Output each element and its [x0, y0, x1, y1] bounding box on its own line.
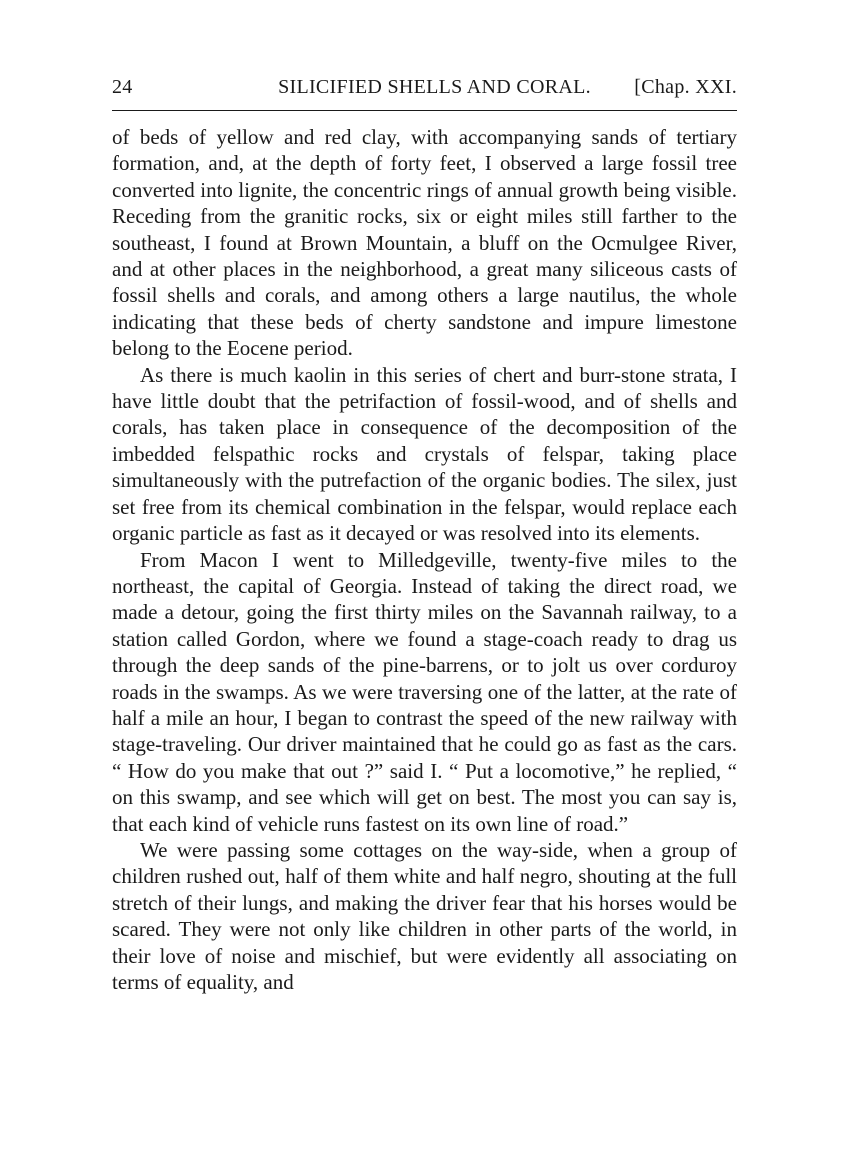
paragraph: From Macon I went to Milledgeville, twenty-five miles to the northeast, the capital of Georgia. Instead of taking the direct road, we made a detour, going the first thirty miles on the Savannah railway, to a station called Gordon, where we found a stage-coach ready to drag us through the deep sands of the pine-barrens, or to jolt us over corduroy roads in the swamps. As we were traversing one of the latter, at the rate of half a mile an hour, I began to contrast the speed of the new railway with stage-traveling. Our driver maintained that he could go as fast as the cars. “ How do you make that out ?” said I. “ Put a locomotive,” he replied, “ on this swamp, and see which will get on best. The most you can say is, that each kind of vehicle runs fastest on its own line of road.”	[112, 547, 737, 836]
body-text	[112, 124, 737, 995]
chapter-reference: [Chap. XXI.	[634, 76, 737, 98]
paragraph: As there is much kaolin in this series of chert and burr-stone strata, I have little doubt that the petrifaction of fossil-wood, and of shells and corals, has taken place in consequence of the decomposition of the imbedded felspathic rocks and crystals of felspar, taking place simultaneously with the putrefaction of the organic bodies. The silex, just set free from its chemical combination in the felspar, would replace each organic particle as fast as it decayed or was resolved into its elements.	[112, 362, 737, 546]
running-head	[112, 72, 737, 102]
paragraph: We were passing some cottages on the way-side, when a group of children rushed out, half of them white and half negro, shouting at the full stretch of their lungs, and making the driver fear that his horses would be scared. They were not only like children in other parts of the world, in their love of noise and mischief, but were evidently all associating on terms of equality, and	[112, 837, 737, 994]
paragraph-continued: of beds of yellow and red clay, with accompanying sands of tertiary formation, and, at the depth of forty feet, I observed a large fossil tree converted into lignite, the concentric rings of annual growth being visible. Receding from the granitic rocks, six or eight miles still farther to the southeast, I found at Brown Mountain, a bluff on the Ocmulgee River, and at other places in the neighborhood, a great many siliceous casts of fossil shells and corals, and among others a large nautilus, the whole indicating that these beds of cherty sandstone and impure limestone belong to the Eocene period.	[112, 125, 737, 361]
page-number: 24	[112, 76, 133, 98]
header-rule	[112, 110, 737, 111]
running-title: SILICIFIED SHELLS AND CORAL.	[278, 76, 591, 98]
